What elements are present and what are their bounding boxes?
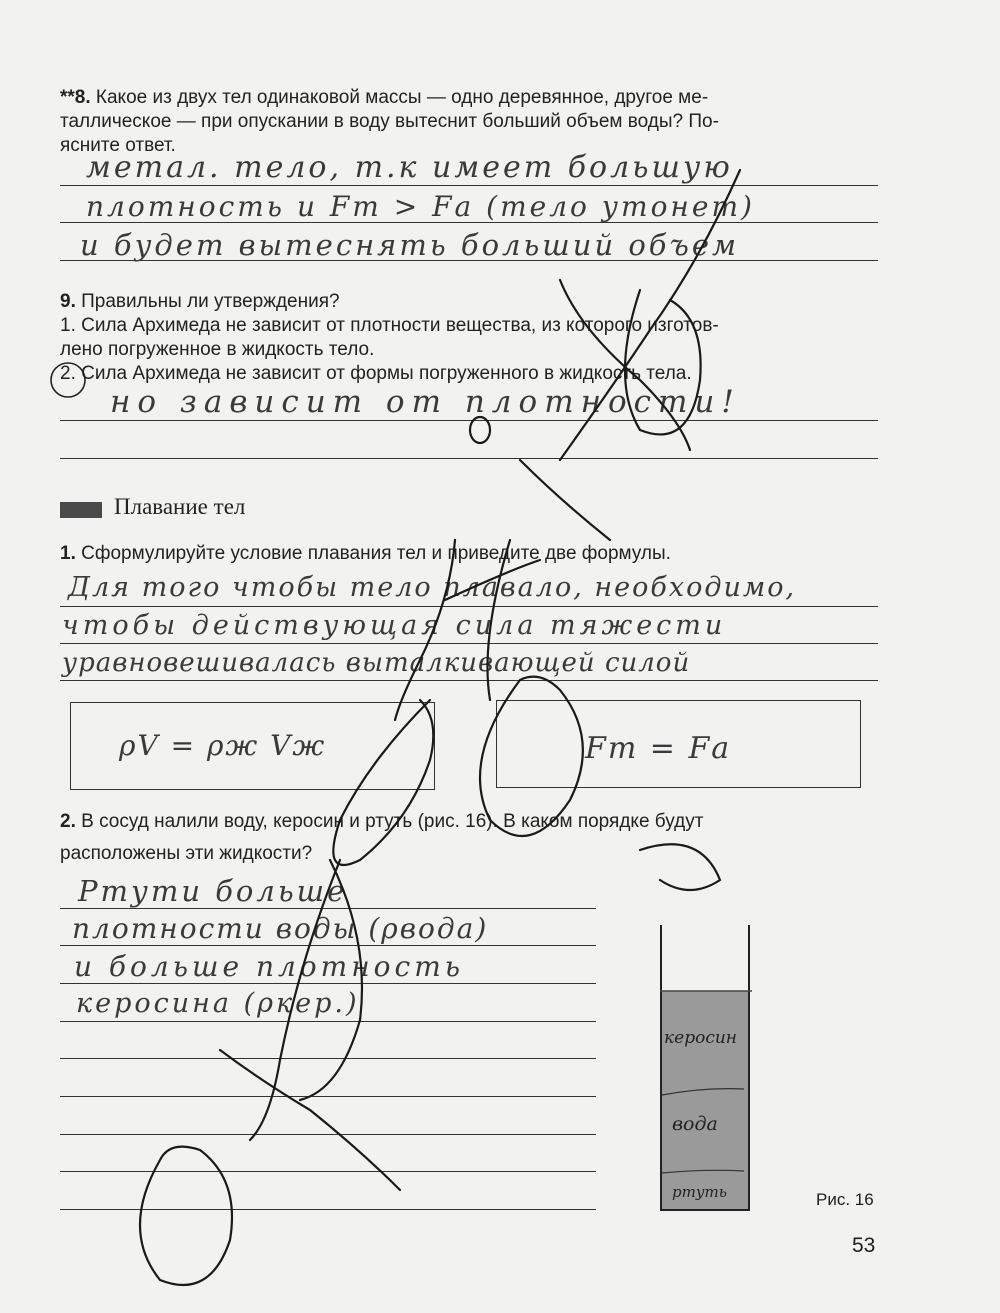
answer-line: [60, 458, 878, 459]
s1-answer-line2: чтобы действующая сила тяжести: [62, 610, 727, 641]
answer-line: [60, 680, 878, 681]
s2-answer-line2: плотности воды (ρвода): [72, 912, 489, 945]
q8-number: **8.: [60, 87, 91, 108]
answer-line: [60, 185, 878, 186]
s1-answer-line1: Для того чтобы тело плавало, необходимо,: [68, 572, 797, 603]
answer-line: [60, 983, 596, 984]
answer-line: [60, 1134, 596, 1135]
answer-line: [60, 908, 596, 909]
q8-text-line3: ясните ответ.: [60, 135, 176, 156]
q9-number: 9.: [60, 291, 76, 312]
formula-2: Fт = Fа: [585, 731, 732, 766]
scribble-stroke: [640, 844, 720, 890]
q9-title: Правильны ли утверждения?: [81, 291, 340, 312]
formula-box-2: [496, 700, 861, 788]
answer-line: [60, 1096, 596, 1097]
q9-statement2: 2. Сила Архимеда не зависит от формы погруженного в жидкость тела.: [60, 363, 692, 384]
formula-box-1: [70, 702, 435, 790]
formula-1: ρV = ρж Vж: [119, 729, 327, 762]
layer-label-mercury: ртуть: [672, 1183, 727, 1201]
q8-line1: [60, 86, 708, 110]
answer-line: [60, 420, 878, 421]
page-number: 53: [852, 1234, 876, 1257]
s1-answer-line3: уравновешивалась выталкивающей силой: [62, 648, 691, 678]
q8-answer-line1: метал. тело, т.к имеет большую: [86, 150, 733, 185]
s1-question-line: [60, 542, 671, 566]
vessel-liquid: [662, 991, 748, 1209]
q9-statement1-line2: лено погруженное в жидкость тело.: [60, 339, 375, 360]
vessel-figure: [660, 925, 752, 1211]
s1-text: Сформулируйте условие плавания тел и приведите две формулы.: [81, 543, 671, 564]
figure-caption: Рис. 16: [816, 1190, 874, 1209]
answer-line: [60, 643, 878, 644]
scribble-stroke: [520, 460, 610, 540]
layer-label-kerosene: керосин: [664, 1028, 737, 1048]
s2-question-line1: [60, 810, 703, 834]
s2-number: 2.: [60, 811, 76, 832]
answer-line: [60, 1021, 596, 1022]
s1-number: 1.: [60, 543, 76, 564]
q9-statement1-line1: 1. Сила Архимеда не зависит от плотности вещества, из которого изготов-: [60, 315, 719, 336]
s2-text-line2: расположены эти жидкости?: [60, 843, 313, 864]
answer-line: [60, 1171, 596, 1172]
section-title: Плавание тел: [114, 494, 246, 519]
scribble-stroke: [220, 1050, 400, 1190]
s2-text-line1: В сосуд налили воду, керосин и ртуть (рис. 16). В каком порядке будут: [81, 811, 704, 832]
q8-answer-line2: плотность и Fт > Fа (тело утонет): [86, 190, 755, 223]
q8-answer-line3: и будет вытеснять больший объем: [80, 228, 740, 262]
layer-label-water: вода: [672, 1113, 718, 1135]
answer-line: [60, 1058, 596, 1059]
q8-text-line2: таллическое — при опускании в воду вытеснит больший объем воды? По-: [60, 111, 719, 132]
scribble-stroke: [140, 1147, 232, 1285]
q9-title-line: [60, 290, 340, 314]
s2-answer-line1: Ртути больше: [78, 874, 348, 908]
answer-line: [60, 945, 596, 946]
s2-answer-line3: и больше плотность: [74, 950, 464, 983]
answer-line: [60, 1209, 596, 1210]
section-marker: [60, 502, 102, 518]
q9-answer: но зависит от плотности!: [110, 384, 741, 420]
s2-answer-line4: керосина (ρкер.): [76, 988, 360, 1019]
q8-text-line1: Какое из двух тел одинаковой массы — одно деревянное, другое ме-: [95, 87, 709, 108]
answer-line: [60, 606, 878, 607]
